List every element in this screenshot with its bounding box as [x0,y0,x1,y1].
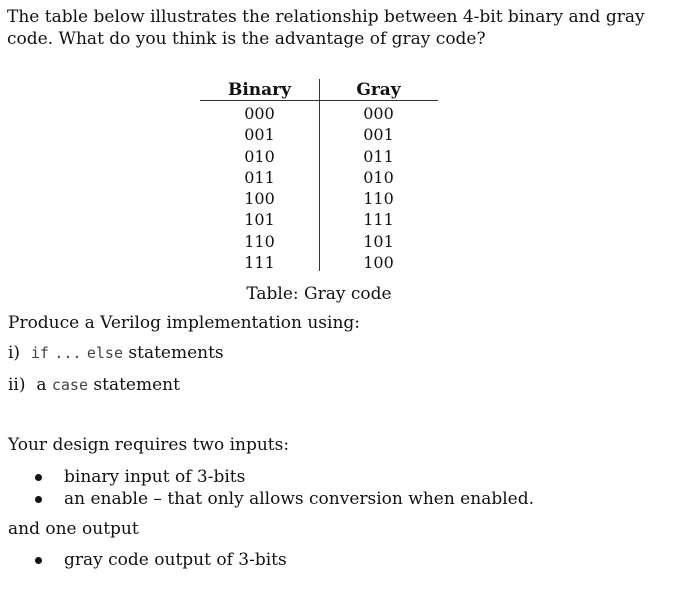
bullet-icon [35,496,42,503]
code-case: case [51,376,88,394]
task-item-1 [8,343,224,363]
item2-article: a [36,375,47,395]
table-cell: 110 [244,231,275,251]
task-prompt: Produce a Verilog implementation using: [8,313,361,333]
table-cell: 001 [244,125,275,145]
input-item-text: an enable – that only allows conversion when enabled. [64,489,534,509]
code-else: else [86,344,123,362]
table-cell: 000 [363,104,394,123]
output-item-text: gray code output of 3-bits [64,550,287,570]
header-gray: Gray [356,80,401,100]
list-item [35,488,534,510]
outputs-list [35,549,287,571]
item2-suffix: statement [93,375,180,395]
bullet-icon [35,474,42,481]
table-cell: 110 [363,189,394,209]
table-cell: 101 [244,210,275,230]
table-cell: 100 [244,189,275,209]
item1-prefix: i) [8,343,21,363]
table-cell: 011 [363,146,394,166]
inputs-heading: Your design requires two inputs: [8,435,290,455]
input-item-text: binary input of 3-bits [64,467,246,487]
intro-text: The table below illustrates the relationship between 4-bit binary and gray code. What do you think is the advantage of gray code? [7,7,645,49]
table-cell: 100 [363,253,394,273]
task-item-2 [8,375,180,395]
table-cell: 010 [244,146,275,166]
gray-column [319,103,438,273]
table-cell: 111 [363,210,394,230]
bullet-icon [35,557,42,564]
table-cell: 000 [244,104,275,123]
list-item [35,549,287,571]
code-if: if [30,344,49,362]
table-cell: 001 [363,125,394,145]
table-cell: 011 [244,167,275,187]
list-item [35,466,534,488]
outputs-heading: and one output [8,519,139,539]
ellipsis: ... [54,344,82,362]
item2-prefix: ii) [8,375,26,395]
table-caption: Table: Gray code [246,284,392,304]
table-cell: 101 [363,231,394,251]
table-cell: 010 [363,167,394,187]
table-cell: 111 [244,253,275,273]
header-binary: Binary [227,80,292,100]
item1-suffix: statements [128,343,224,363]
binary-column [200,103,319,273]
inputs-list [35,466,534,510]
